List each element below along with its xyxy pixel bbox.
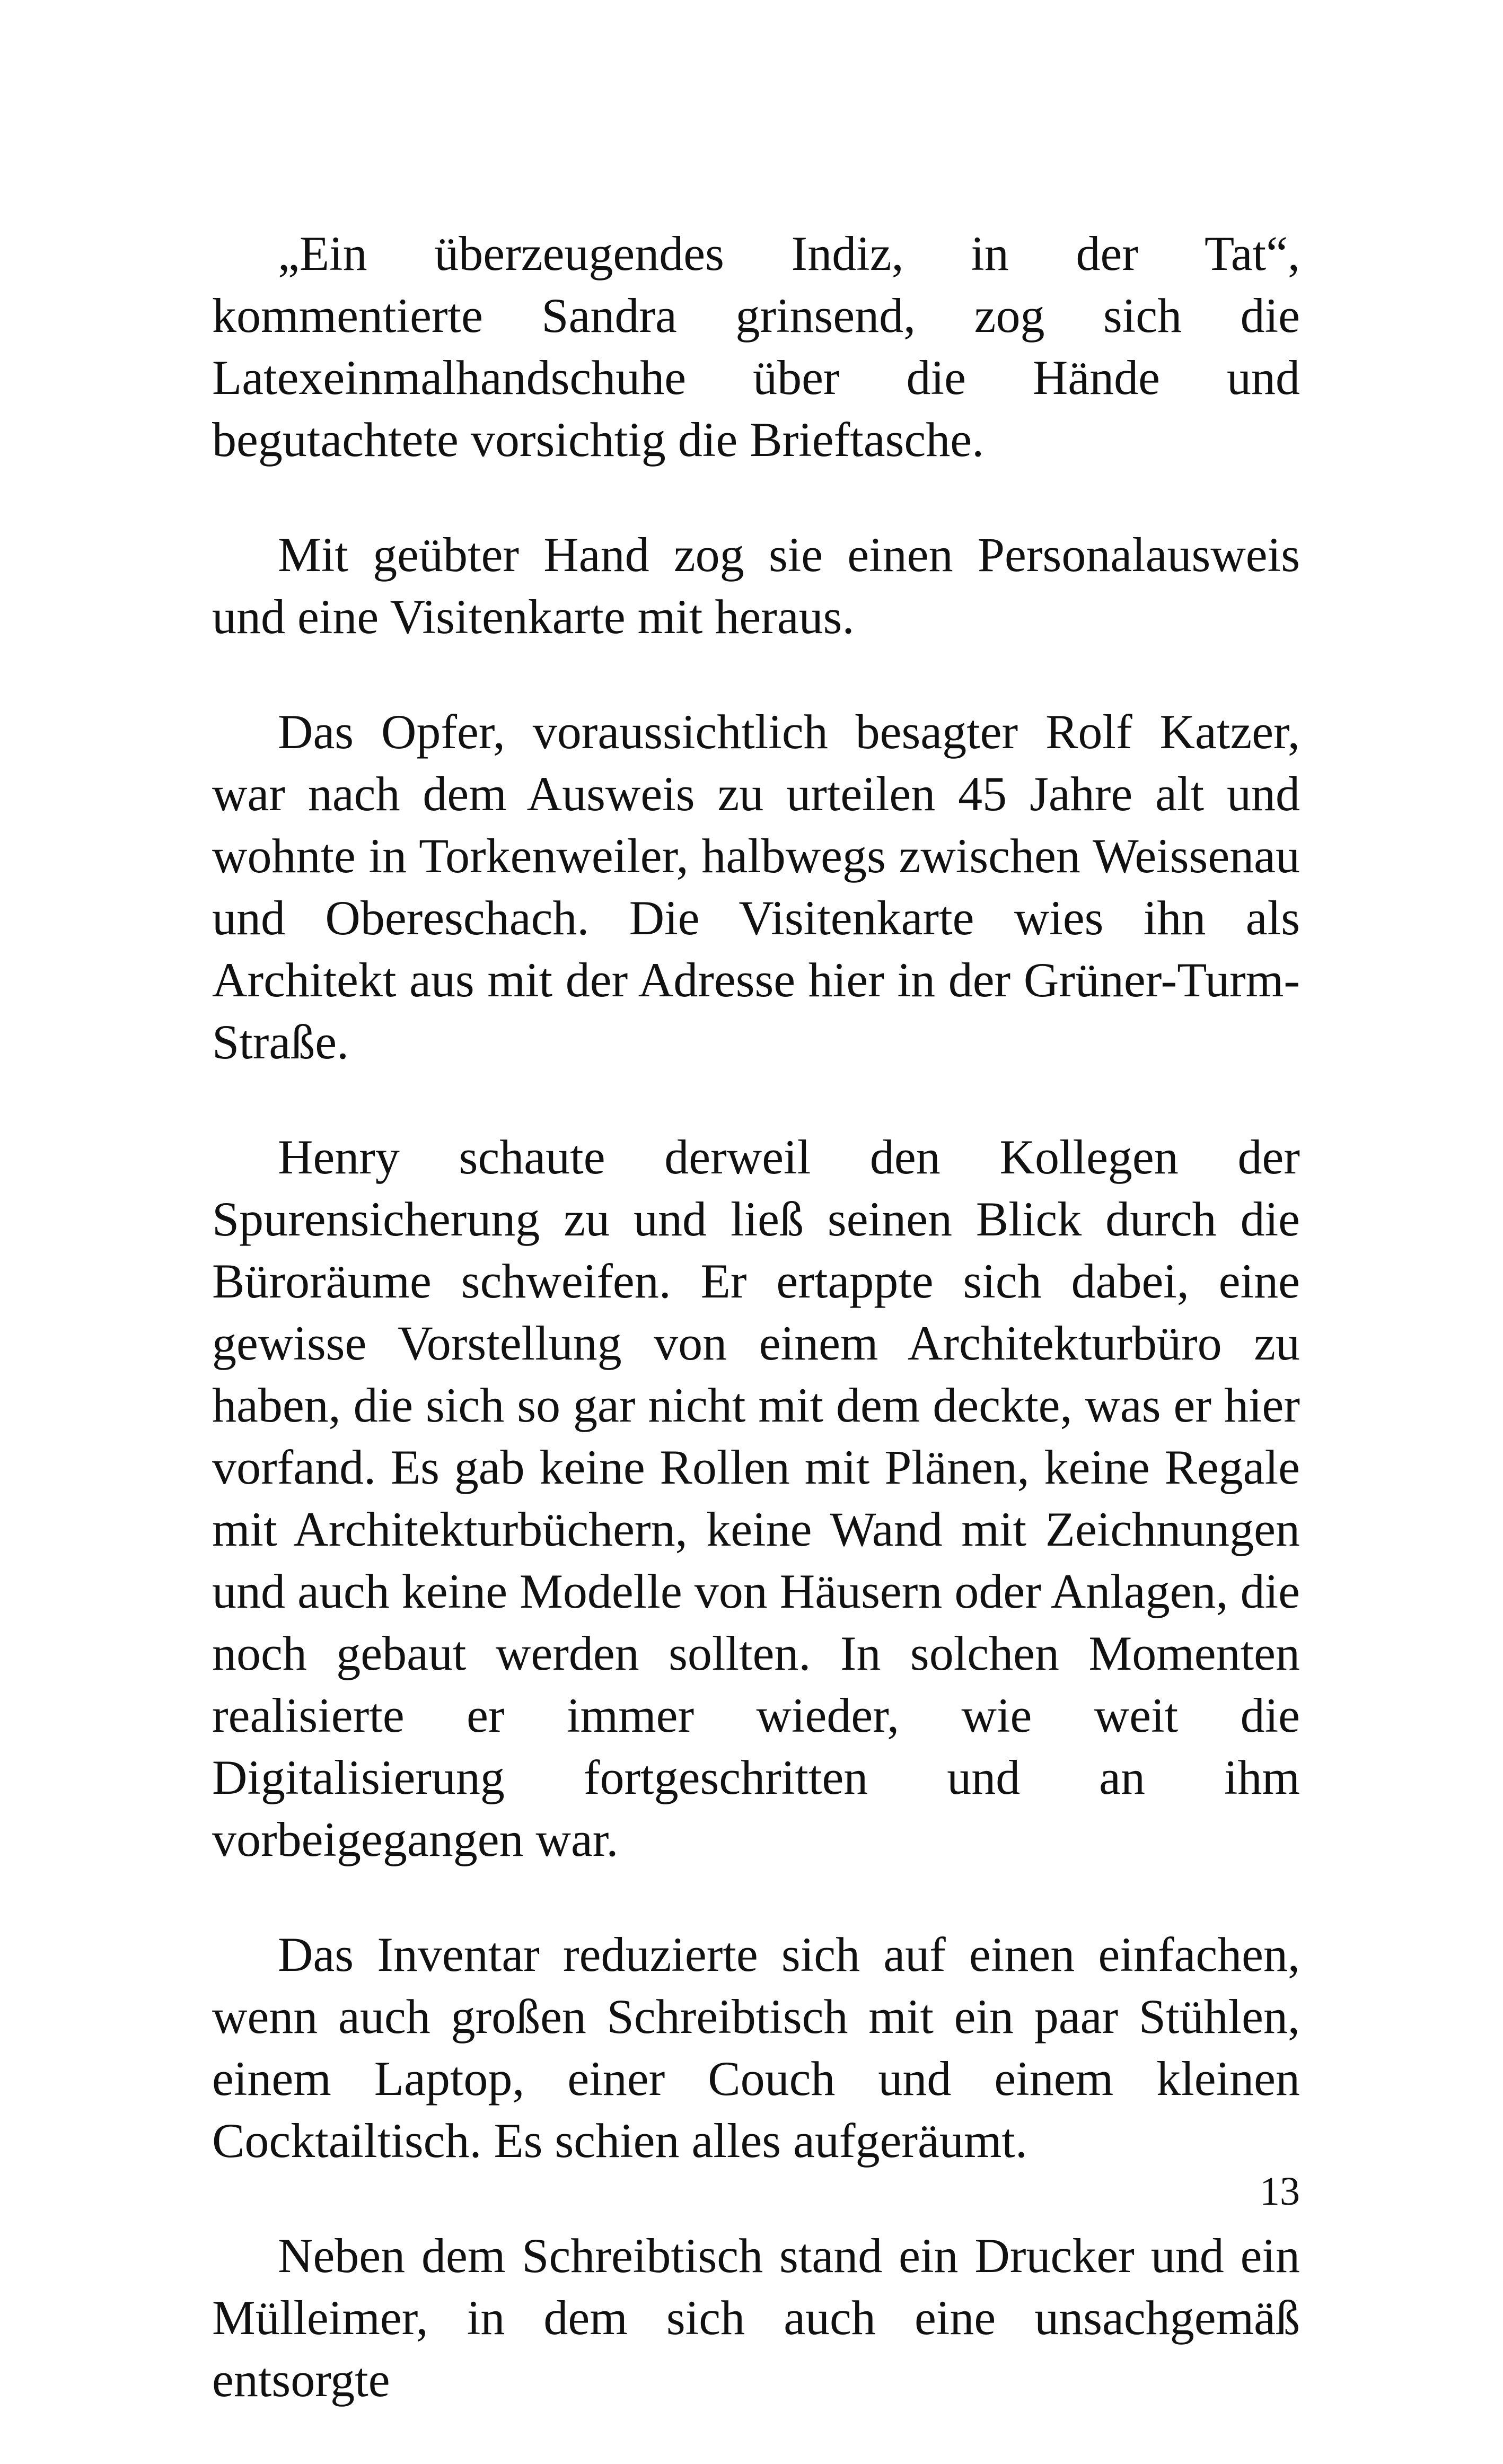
paragraph-1: „Ein überzeugendes Indiz, in der Tat“, kommentierte Sandra grinsend, zog sich die Latexeinmalhandschuhe über die Hände und begutachtete vorsichtig die Brieftasche.: [212, 226, 1300, 467]
body-text: [212, 223, 1300, 2464]
paragraph-2: Mit geübter Hand zog sie einen Personalausweis und eine Visitenkarte mit heraus.: [212, 528, 1300, 644]
paragraph-6: Neben dem Schreibtisch stand ein Drucker und ein Mülleimer, in dem sich auch eine unsachgemäß entsorgte: [212, 2229, 1300, 2407]
page-number: 13: [1260, 2169, 1300, 2214]
paragraph-3: Das Opfer, voraussichtlich besagter Rolf Katzer, war nach dem Ausweis zu urteilen 45 Jahre alt und wohnte in Torkenweiler, halbwegs zwischen Weissenau und Obereschach. Die Visitenkarte wies ihn als Architekt aus mit der Adresse hier in der Grüner-Turm-Straße.: [212, 705, 1300, 1069]
paragraph-4: Henry schaute derweil den Kollegen der Spurensicherung zu und ließ seinen Blick durch die Büroräume schweifen. Er ertappte sich dabei, eine gewisse Vorstellung von einem Architekturbüro zu haben, die sich so gar nicht mit dem deckte, was er hier vorfand. Es gab keine Rollen mit Plänen, keine Regale mit Architekturbüchern, keine Wand mit Zeichnungen und auch keine Modelle von Häusern oder Anlagen, die noch gebaut werden sollten. In solchen Momenten realisierte er immer wieder, wie weit die Digitalisierung fortgeschritten und an ihm vorbeigegangen war.: [212, 1130, 1300, 1866]
paragraph-5: Das Inventar reduzierte sich auf einen einfachen, wenn auch großen Schreibtisch mit ein paar Stühlen, einem Laptop, einer Couch und einem kleinen Cocktailtisch. Es schien alles aufgeräumt.: [212, 1927, 1300, 2168]
